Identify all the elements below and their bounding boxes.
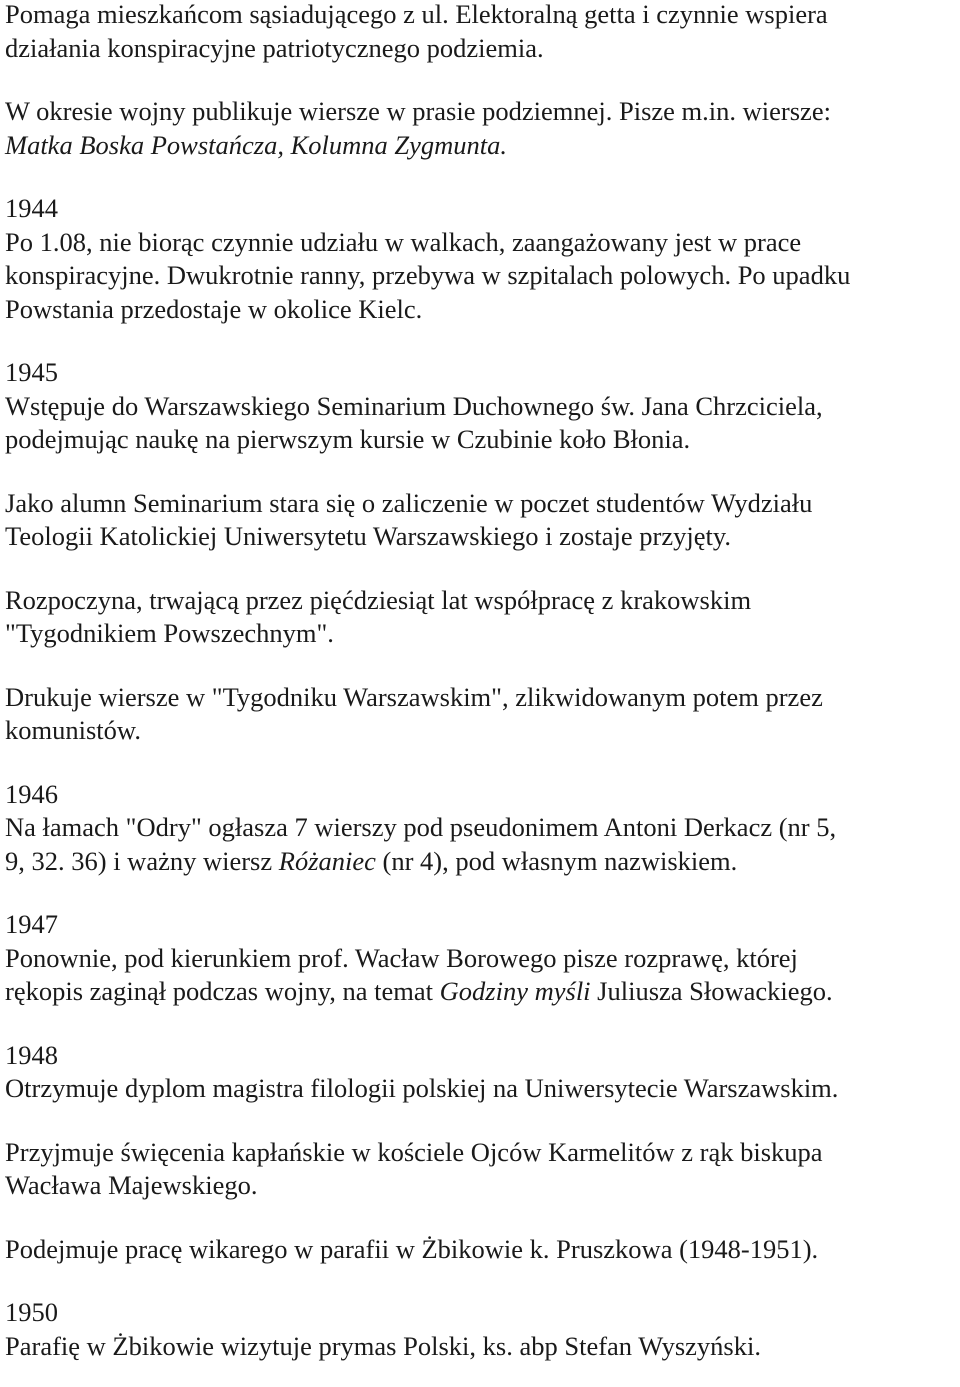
document-page	[5, 0, 960, 1363]
text-line: Parafię w Żbikowie wizytuje prymas Polski, ks. abp Stefan Wyszyński.	[5, 1330, 761, 1361]
text-line: W okresie wojny publikuje wiersze w prasie podziemnej. Pisze m.in. wiersze:	[5, 96, 831, 126]
year-heading: 1948	[5, 1039, 58, 1070]
text-line: komunistów.	[5, 715, 141, 745]
text-line	[5, 845, 960, 879]
text-line: Wacława Majewskiego.	[5, 1170, 258, 1200]
year-heading: 1946	[5, 778, 58, 809]
text-line: Otrzymuje dyplom magistra filologii polskiej na Uniwersytecie Warszawskim.	[5, 1073, 839, 1103]
year-entry-1946	[5, 778, 960, 879]
text-line: Rozpoczyna, trwającą przez pięćdziesiąt lat współpracę z krakowskim	[5, 584, 752, 615]
text-line: działania konspiracyjne patriotycznego podziemia.	[5, 32, 544, 63]
text-line	[5, 975, 960, 1009]
text-line: Ponownie, pod kierunkiem prof. Wacław Borowego pisze rozprawę, której	[5, 942, 798, 973]
text-line: Wstępuje do Warszawskiego Seminarium Duchownego św. Jana Chrzciciela,	[5, 390, 823, 421]
text-line: Powstania przedostaje w okolice Kielc.	[5, 293, 423, 324]
year-entry-1947	[5, 908, 960, 1009]
year-entry-1945	[5, 356, 960, 748]
text-line: Na łamach "Odry" ogłasza 7 wierszy pod pseudonimem Antoni Derkacz (nr 5,	[5, 812, 837, 842]
wartime-paragraph	[5, 95, 960, 162]
year-heading: 1945	[5, 357, 58, 387]
text-line: Pomaga mieszkańcom sąsiadującego z ul. Elektoralną getta i czynnie wspiera	[5, 0, 828, 29]
text-line: Jako alumn Seminarium stara się o zaliczenie w poczet studentów Wydziału	[5, 487, 813, 518]
text-line: Po 1.08, nie biorąc czynnie udziału w walkach, zaangażowany jest w prace	[5, 226, 802, 257]
text-line: konspiracyjne. Dwukrotnie ranny, przebywa w szpitalach polowych. Po upadku	[5, 260, 851, 290]
text-span: (nr 4), pod własnym nazwiskiem.	[375, 845, 738, 876]
year-entry-1944	[5, 192, 960, 326]
text-line: Teologii Katolickiej Uniwersytetu Warszawskiego i zostaje przyjęty.	[5, 521, 732, 551]
text-line: Drukuje wiersze w "Tygodniku Warszawskim", zlikwidowanym potem przez	[5, 681, 823, 712]
text-line: podejmując naukę na pierwszym kursie w Czubinie koło Błonia.	[5, 424, 691, 454]
work-title: Godziny myśli	[439, 976, 591, 1006]
poem-title: Różaniec	[278, 845, 376, 876]
year-heading: 1944	[5, 193, 58, 223]
text-line: Przyjmuje święcenia kapłańskie w kościele Ojców Karmelitów z rąk biskupa	[5, 1136, 823, 1167]
text-span: rękopis zaginął podczas wojny, na temat	[5, 976, 440, 1006]
italic-titles-line	[5, 129, 960, 163]
year-entry-1950	[5, 1296, 960, 1363]
text-span: 9, 32. 36) i ważny wiersz	[5, 845, 279, 876]
year-heading: 1950	[5, 1297, 58, 1327]
text-line: Podejmuje pracę wikarego w parafii w Żbikowie k. Pruszkowa (1948-1951).	[5, 1233, 819, 1264]
intro-paragraph	[5, 0, 960, 65]
poem-titles: Matka Boska Powstańcza, Kolumna Zygmunta.	[5, 129, 507, 160]
year-heading: 1947	[5, 909, 58, 939]
text-line: "Tygodnikiem Powszechnym".	[5, 618, 334, 648]
text-span: Juliusza Słowackiego.	[590, 976, 833, 1006]
year-entry-1948	[5, 1039, 960, 1267]
